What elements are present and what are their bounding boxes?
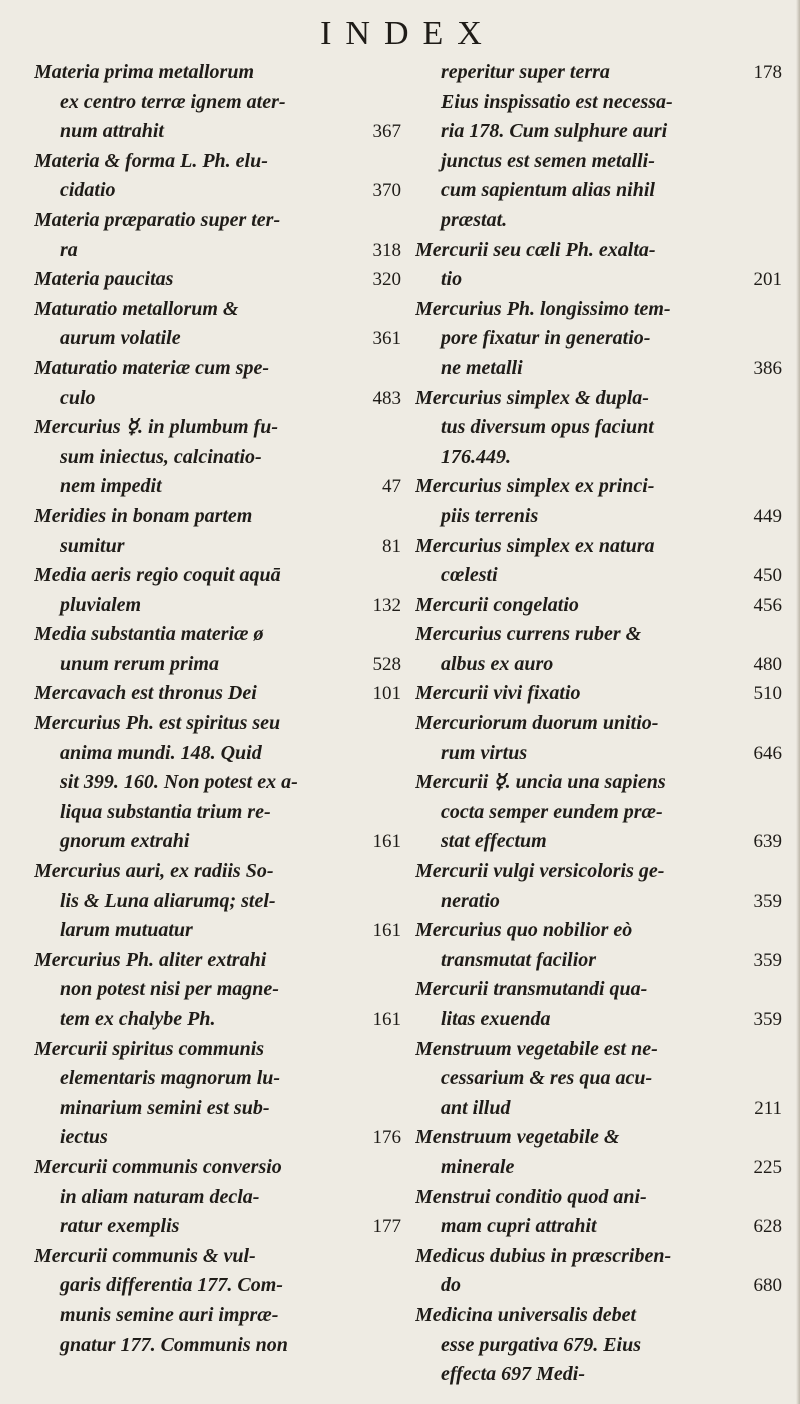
page-reference: 225: [750, 1153, 783, 1183]
index-entry-line: [34, 857, 401, 887]
index-entry-line: [415, 591, 782, 621]
left-column: [34, 58, 401, 1390]
index-entry-line: [415, 1005, 782, 1035]
index-entry-line: [415, 1271, 782, 1301]
index-entry-line: [34, 324, 401, 354]
index-entry-line: [415, 147, 782, 177]
index-entry-line: [34, 88, 401, 118]
entry-text: ratur exemplis: [60, 1215, 180, 1238]
index-entry-line: [415, 679, 782, 709]
entry-text: Mercuriorum duorum unitio-: [415, 712, 659, 735]
index-entry-line: [34, 827, 401, 857]
entry-text: larum mutuatur: [60, 919, 193, 942]
index-entry-line: [415, 443, 782, 473]
entry-text: Materia & forma L. Ph. elu-: [34, 149, 268, 172]
index-entry-line: [415, 916, 782, 946]
entry-text: Mercurii communis conversio: [34, 1155, 282, 1178]
index-entry-line: [415, 1153, 782, 1183]
entry-text: Mercurius simplex ex princi-: [415, 475, 655, 498]
entry-text: unum rerum prima: [60, 652, 219, 675]
page-reference: 101: [369, 679, 402, 709]
entry-text: effecta 697 Medi-: [441, 1363, 586, 1386]
entry-text: Mercurii vivi fixatio: [415, 682, 581, 705]
index-entry-line: [34, 679, 401, 709]
entry-text: Mercurii congelatio: [415, 593, 579, 616]
index-entry-line: [34, 946, 401, 976]
entry-text: stat effectum: [441, 830, 547, 853]
index-entry-line: [34, 295, 401, 325]
entry-text: præstat.: [441, 208, 508, 231]
entry-text: Materia præparatio super ter-: [34, 208, 281, 231]
page-reference: 361: [369, 324, 402, 354]
entry-text: ria 178. Cum sulphure auri: [441, 120, 668, 143]
right-column: [415, 58, 782, 1390]
entry-text: Mercurius quo nobilior eò: [415, 919, 633, 942]
page-reference: 456: [750, 591, 783, 621]
entry-text: Materia prima metallorum: [34, 61, 255, 83]
index-entry-line: [34, 1212, 401, 1242]
index-entry-line: [415, 472, 782, 502]
index-entry-line: [415, 887, 782, 917]
entry-text: garis differentia 177. Com-: [60, 1274, 283, 1297]
index-entry-line: [415, 798, 782, 828]
page-reference: 528: [369, 650, 402, 680]
entry-text: sit 399. 160. Non potest ex a-: [60, 771, 298, 794]
index-entry-line: [415, 1123, 782, 1153]
entry-text: Mercurius ☿. in plumbum fu-: [34, 416, 279, 439]
page-reference: 176: [369, 1123, 402, 1153]
entry-text: num attrahit: [60, 120, 164, 143]
page-reference: 81: [378, 532, 401, 562]
page-reference: 359: [750, 946, 783, 976]
index-columns: [34, 58, 782, 1390]
entry-text: Mercurius auri, ex radiis So-: [34, 860, 274, 883]
index-entry-line: [415, 620, 782, 650]
entry-text: Medicus dubius in præscriben-: [415, 1244, 672, 1267]
entry-text: 176.449.: [441, 445, 511, 468]
entry-text: Mercurius Ph. est spiritus seu: [34, 712, 281, 735]
page-reference: 132: [369, 591, 402, 621]
page-reference: 161: [369, 916, 402, 946]
entry-text: junctus est semen metalli-: [441, 149, 655, 172]
index-entry-line: [415, 502, 782, 532]
entry-text: in aliam naturam decla-: [60, 1185, 260, 1208]
index-entry-line: [34, 591, 401, 621]
index-entry-line: [34, 1123, 401, 1153]
index-entry-line: [415, 1301, 782, 1331]
index-entry-line: [415, 739, 782, 769]
index-entry-line: [34, 117, 401, 147]
entry-text: ra: [60, 238, 78, 261]
entry-text: Maturatio metallorum &: [34, 297, 239, 320]
entry-text: do: [441, 1274, 461, 1297]
index-entry-line: [34, 739, 401, 769]
entry-text: cum sapientum alias nihil: [441, 179, 655, 202]
index-entry-line: [34, 443, 401, 473]
entry-text: piis terrenis: [441, 504, 539, 527]
entry-text: Eius inspissatio est necessa-: [441, 90, 673, 113]
entry-text: gnorum extrahi: [60, 830, 190, 853]
entry-text: esse purgativa 679. Eius: [441, 1333, 642, 1356]
entry-text: aurum volatile: [60, 327, 181, 350]
page-reference: 161: [369, 1005, 402, 1035]
index-entry-line: [34, 620, 401, 650]
index-entry-line: [34, 561, 401, 591]
index-entry-line: [34, 1301, 401, 1331]
index-entry-line: [415, 1064, 782, 1094]
index-entry-line: [415, 1035, 782, 1065]
entry-text: litas exuenda: [441, 1008, 551, 1030]
index-entry-line: [415, 975, 782, 1005]
entry-text: iectus: [60, 1126, 108, 1149]
entry-text: albus ex auro: [441, 652, 554, 675]
index-entry-line: [34, 532, 401, 562]
page-reference: 639: [750, 827, 783, 857]
index-entry-line: [34, 768, 401, 798]
entry-text: ne metalli: [441, 356, 523, 379]
entry-text: nem impedit: [60, 475, 162, 498]
index-entry-line: [34, 147, 401, 177]
index-entry-line: [415, 117, 782, 147]
page-reference: 359: [750, 887, 783, 917]
entry-text: Medicina universalis debet: [415, 1303, 637, 1326]
index-entry-line: [34, 354, 401, 384]
page-reference: 47: [378, 472, 401, 502]
entry-text: lis & Luna aliarumq; stel-: [60, 889, 276, 912]
index-entry-line: [415, 532, 782, 562]
entry-text: Mercurius Ph. aliter extrahi: [34, 948, 267, 971]
entry-text: munis semine auri impræ-: [60, 1303, 279, 1326]
entry-text: cessarium & res qua acu-: [441, 1067, 653, 1090]
index-entry-line: [415, 206, 782, 236]
index-entry-line: [34, 206, 401, 236]
index-entry-line: [34, 58, 401, 88]
index-entry-line: [34, 887, 401, 917]
page-reference: 386: [750, 354, 783, 384]
index-entry-line: [415, 946, 782, 976]
index-entry-line: [415, 413, 782, 443]
index-entry-line: [415, 1331, 782, 1361]
entry-text: tio: [441, 268, 463, 291]
page-reference: 370: [369, 176, 402, 206]
index-entry-line: [34, 413, 401, 443]
entry-text: Meridies in bonam partem: [34, 504, 253, 527]
entry-text: tem ex chalybe Ph.: [60, 1008, 216, 1030]
entry-text: liqua substantia trium re-: [60, 800, 271, 823]
page-reference: 510: [750, 679, 783, 709]
page-reference: 680: [750, 1271, 783, 1301]
entry-text: Mercurii ☿. uncia una sapiens: [415, 771, 666, 794]
entry-text: Menstruum vegetabile &: [415, 1126, 620, 1149]
entry-text: Mercurius simplex & dupla-: [415, 386, 649, 409]
entry-text: Mercurii vulgi versicoloris ge-: [415, 860, 665, 883]
index-entry-line: [415, 265, 782, 295]
entry-text: Mercavach est thronus Dei: [34, 682, 257, 705]
index-entry-line: [34, 1094, 401, 1124]
index-entry-line: [415, 1094, 782, 1124]
page-reference: 201: [750, 265, 783, 295]
page-reference: 161: [369, 827, 402, 857]
index-entry-line: [415, 295, 782, 325]
entry-text: Mercurii seu cæli Ph. exalta-: [415, 238, 656, 261]
entry-text: tus diversum opus faciunt: [441, 416, 654, 439]
index-entry-line: [415, 709, 782, 739]
page-reference: 367: [369, 117, 402, 147]
index-entry-line: [34, 236, 401, 266]
index-entry-line: [34, 1183, 401, 1213]
index-entry-line: [415, 1183, 782, 1213]
index-entry-line: [34, 1153, 401, 1183]
index-entry-line: [34, 798, 401, 828]
index-entry-line: [34, 1242, 401, 1272]
entry-text: pluvialem: [60, 593, 142, 616]
entry-text: Materia paucitas: [34, 268, 174, 291]
page-reference: 628: [750, 1212, 783, 1242]
entry-text: cidatio: [60, 179, 116, 202]
page-reference: 177: [369, 1212, 402, 1242]
index-entry-line: [415, 561, 782, 591]
entry-text: sumitur: [60, 534, 125, 557]
entry-text: Mercurius currens ruber &: [415, 623, 642, 646]
entry-text: Media substantia materiæ ø: [34, 623, 264, 646]
page-reference: 211: [750, 1094, 782, 1124]
entry-text: Mercurius Ph. longissimo tem-: [415, 297, 671, 320]
index-entry-line: [34, 502, 401, 532]
index-entry-line: [34, 916, 401, 946]
entry-text: Menstruum vegetabile est ne-: [415, 1037, 658, 1060]
entry-text: Maturatio materiæ cum spe-: [34, 356, 270, 379]
index-entry-line: [34, 384, 401, 414]
index-entry-line: [34, 265, 401, 295]
entry-text: mam cupri attrahit: [441, 1215, 597, 1238]
entry-text: Mercurii communis & vul-: [34, 1244, 256, 1267]
page-reference: 646: [750, 739, 783, 769]
entry-text: transmutat facilior: [441, 948, 597, 971]
page-edge-shadow: [796, 0, 800, 1404]
entry-text: gnatur 177. Communis non: [60, 1333, 288, 1356]
entry-text: cœlesti: [441, 564, 498, 587]
index-entry-line: [34, 1271, 401, 1301]
page-reference: 178: [750, 58, 783, 88]
index-entry-line: [415, 384, 782, 414]
entry-text: Mercurii spiritus communis: [34, 1037, 265, 1060]
entry-text: reperitur super terra: [441, 61, 610, 83]
index-entry-line: [415, 827, 782, 857]
index-entry-line: [415, 857, 782, 887]
index-entry-line: [415, 324, 782, 354]
page-reference: 449: [750, 502, 783, 532]
entry-text: minarium semini est sub-: [60, 1096, 270, 1119]
index-entry-line: [34, 709, 401, 739]
entry-text: sum iniectus, calcinatio-: [60, 445, 262, 468]
index-entry-line: [415, 236, 782, 266]
index-entry-line: [415, 1242, 782, 1272]
index-entry-line: [415, 768, 782, 798]
entry-text: ant illud: [441, 1096, 511, 1119]
index-entry-line: [415, 650, 782, 680]
index-entry-line: [415, 176, 782, 206]
index-entry-line: [415, 1360, 782, 1390]
index-entry-line: [34, 472, 401, 502]
entry-text: non potest nisi per magne-: [60, 978, 279, 1001]
entry-text: elementaris magnorum lu-: [60, 1067, 281, 1090]
entry-text: minerale: [441, 1155, 515, 1178]
page-reference: 480: [750, 650, 783, 680]
index-entry-line: [34, 1064, 401, 1094]
entry-text: culo: [60, 386, 96, 409]
index-entry-line: [34, 1331, 401, 1361]
index-entry-line: [415, 354, 782, 384]
page-reference: 483: [369, 384, 402, 414]
page-reference: 318: [369, 236, 402, 266]
entry-text: neratio: [441, 889, 500, 912]
index-entry-line: [34, 650, 401, 680]
index-entry-line: [34, 176, 401, 206]
index-entry-line: [415, 88, 782, 118]
entry-text: Media aeris regio coquit aquā: [34, 564, 281, 587]
index-entry-line: [34, 1005, 401, 1035]
page-reference: 320: [369, 265, 402, 295]
entry-text: rum virtus: [441, 741, 528, 764]
page-reference: 359: [750, 1005, 783, 1035]
index-entry-line: [415, 1212, 782, 1242]
entry-text: Menstrui conditio quod ani-: [415, 1185, 647, 1208]
page-reference: 450: [750, 561, 783, 591]
running-head: INDEX: [320, 15, 496, 52]
entry-text: pore fixatur in generatio-: [441, 327, 651, 350]
entry-text: Mercurius simplex ex natura: [415, 534, 655, 557]
index-entry-line: [34, 1035, 401, 1065]
index-entry-line: [34, 975, 401, 1005]
entry-text: anima mundi. 148. Quid: [60, 741, 262, 764]
entry-text: Mercurii transmutandi qua-: [415, 978, 648, 1001]
entry-text: ex centro terræ ignem ater-: [60, 90, 286, 113]
entry-text: cocta semper eundem præ-: [441, 800, 663, 823]
index-entry-line: [415, 58, 782, 88]
